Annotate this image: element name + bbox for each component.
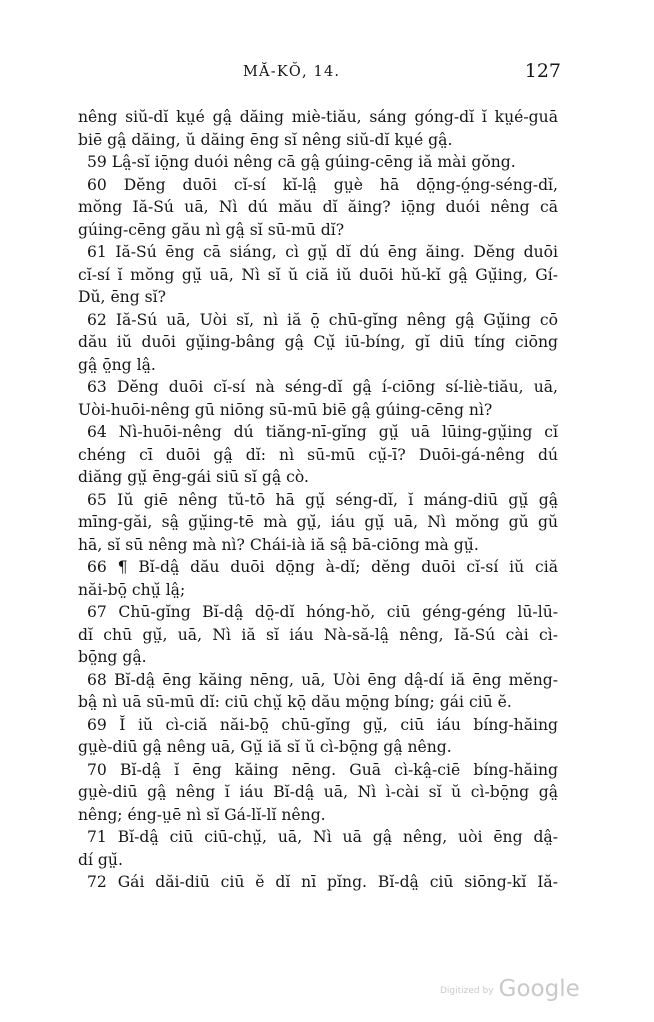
text-line: năi-bō̤ chṳ̆ lâ̤; bbox=[78, 580, 186, 599]
text-line: gṳè-diū gâ̤ nêng ĭ iáu Bĭ-dâ̤ uā, Nì ì-cài sĭ ŭ cì-bō̤ng gâ̤ bbox=[78, 783, 558, 801]
text-line: 62 Iă-Sú uā, Uòi sĭ, nì iă ō̤ chū-gĭng nêng gâ̤ Gṳ̆ing cō bbox=[87, 310, 558, 329]
google-logo: Google bbox=[498, 976, 580, 1002]
text-line: dău iŭ duōi gṳ̆ing-bâng gâ̤ Cṳ̆ iū-bíng, gĭ diū tíng ciōng bbox=[78, 333, 558, 351]
text-line: gṳè-diū gâ̤ nêng uā, Gṳ̆ iă sĭ ŭ cì-bō̤ng gâ̤ nêng. bbox=[78, 738, 452, 756]
text-line: 65 Iŭ giē nêng tŭ-tō hā gṳ̆ séng-dĭ, ĭ máng-diū gṳ̆ gâ̤ bbox=[87, 490, 558, 509]
text-line: 72 Gái dăi-diū ciū ĕ dĭ nī pĭng. Bĭ-dâ̤ ciū siōng-kĭ Iă- bbox=[87, 873, 558, 891]
text-line: Dŭ, ēng sĭ? bbox=[78, 288, 167, 306]
digitized-by-google-watermark bbox=[440, 976, 580, 1002]
watermark-prefix: Digitized by bbox=[440, 986, 494, 996]
text-line: chéng cī duōi gâ̤ dĭ: nì sū-mū cṳ̆-ī? Duōi-gá-nêng dú bbox=[78, 445, 558, 464]
text-line: mŏng Iă-Sú uā, Nì dú mău dĭ ăing? iō̤ng duói nêng cā bbox=[78, 198, 558, 216]
text-line: 66 ¶ Bĭ-dâ̤ dău duōi dō̤ng à-dĭ; dĕng duōi cĭ-sí iŭ ciă bbox=[87, 558, 558, 576]
text-line: 59 Lâ̤-sĭ iō̤ng duói nêng cā gâ̤ gúing-cēng iă mài gŏng. bbox=[87, 153, 516, 171]
text-line: 60 Dĕng duōi cĭ-sí kĭ-lâ̤ gṳè hā dō̤ng-ó̤ng-séng-dĭ, bbox=[87, 175, 558, 194]
text-line: 61 Iă-Sú ēng cā siáng, cì gṳ̆ dĭ dú ēng ăing. Dĕng duōi bbox=[87, 243, 558, 261]
text-line: Uòi-huōi-nêng gū niōng sū-mū biē gâ̤ gúing-cēng nì? bbox=[78, 400, 493, 419]
running-title: MĂ-KŎ, 14. bbox=[243, 64, 341, 80]
text-line: 68 Bĭ-dâ̤ ēng kăing nēng, uā, Uòi ēng dâ̤-dí iă ēng mĕng- bbox=[87, 670, 558, 689]
text-line: biē gâ̤ dăing, ŭ dăing ēng sĭ nêng siŭ-dĭ kṳé gâ̤. bbox=[78, 130, 453, 149]
text-line: dĭ chū gṳ̆, uā, Nì iă sĭ iáu Nà-să-lâ̤ nêng, Iă-Sú cài cì- bbox=[78, 625, 558, 644]
text-line: 67 Chū-gĭng Bĭ-dâ̤ dō̤-dĭ hóng-hŏ, ciū géng-géng lū-lū- bbox=[87, 603, 558, 621]
text-line: diăng gṳ̆ ēng-gái siū sĭ gâ̤ cò. bbox=[78, 468, 309, 486]
text-line: 71 Bĭ-dâ̤ ciū ciū-chṳ̆, uā, Nì uā gâ̤ nêng, uòi ēng dâ̤- bbox=[87, 828, 558, 846]
text-line: gâ̤ ō̤ng lâ̤. bbox=[78, 355, 156, 374]
text-line: nêng siŭ-dĭ kṳé gâ̤ dăing miè-tiău, sáng góng-dĭ ĭ kṳé-guā bbox=[78, 108, 558, 126]
text-line: gúing-cēng gău nì gâ̤ sĭ sū-mū dĭ? bbox=[78, 220, 345, 239]
text-line: 63 Dĕng duōi cĭ-sí nà séng-dĭ gâ̤ í-ciōng sí-liè-tiău, uā, bbox=[87, 378, 558, 396]
text-line: bō̤ng gâ̤. bbox=[78, 648, 147, 666]
text-line: dí gṳ̆. bbox=[78, 850, 123, 869]
text-line: nêng; éng-ṳē nì sĭ Gá-lĭ-lĭ nêng. bbox=[78, 805, 326, 824]
text-line: hā, sĭ sū nêng mà nì? Chái-ià iă sâ̤ bā-ciōng mà gṳ̆. bbox=[78, 535, 479, 554]
verse-text-block bbox=[78, 106, 558, 894]
text-line: 70 Bĭ-dâ̤ ĭ ēng kăing nēng. Guā cì-kâ̤-ciē bíng-hăing bbox=[87, 760, 558, 779]
page-number: 127 bbox=[524, 60, 561, 82]
text-line: mīng-găi, sâ̤ gṳ̆ing-tē mà gṳ̆, iáu gṳ̆ uā, Nì mŏng gŭ gŭ bbox=[78, 513, 558, 531]
text-line: 64 Nì-huōi-nêng dú tiăng-nī-gĭng gṳ̆ uā lūing-gṳ̆ing cĭ bbox=[87, 423, 558, 441]
text-line: 69 Ĭ iŭ cì-ciă năi-bō̤ chū-gĭng gṳ̆, ciū iáu bíng-hăing bbox=[87, 715, 558, 734]
text-line: cĭ-sí ĭ mŏng gṳ̆ uā, Nì sĭ ŭ ciă iŭ duōi hŭ-kĭ gâ̤ Gṳ̆ing, Gí- bbox=[78, 265, 558, 284]
text-line: bâ̤ nì uā sū-mū dĭ: ciū chṳ̆ kō̤ dău mō̤ng bíng; gái ciū ĕ. bbox=[78, 693, 512, 711]
